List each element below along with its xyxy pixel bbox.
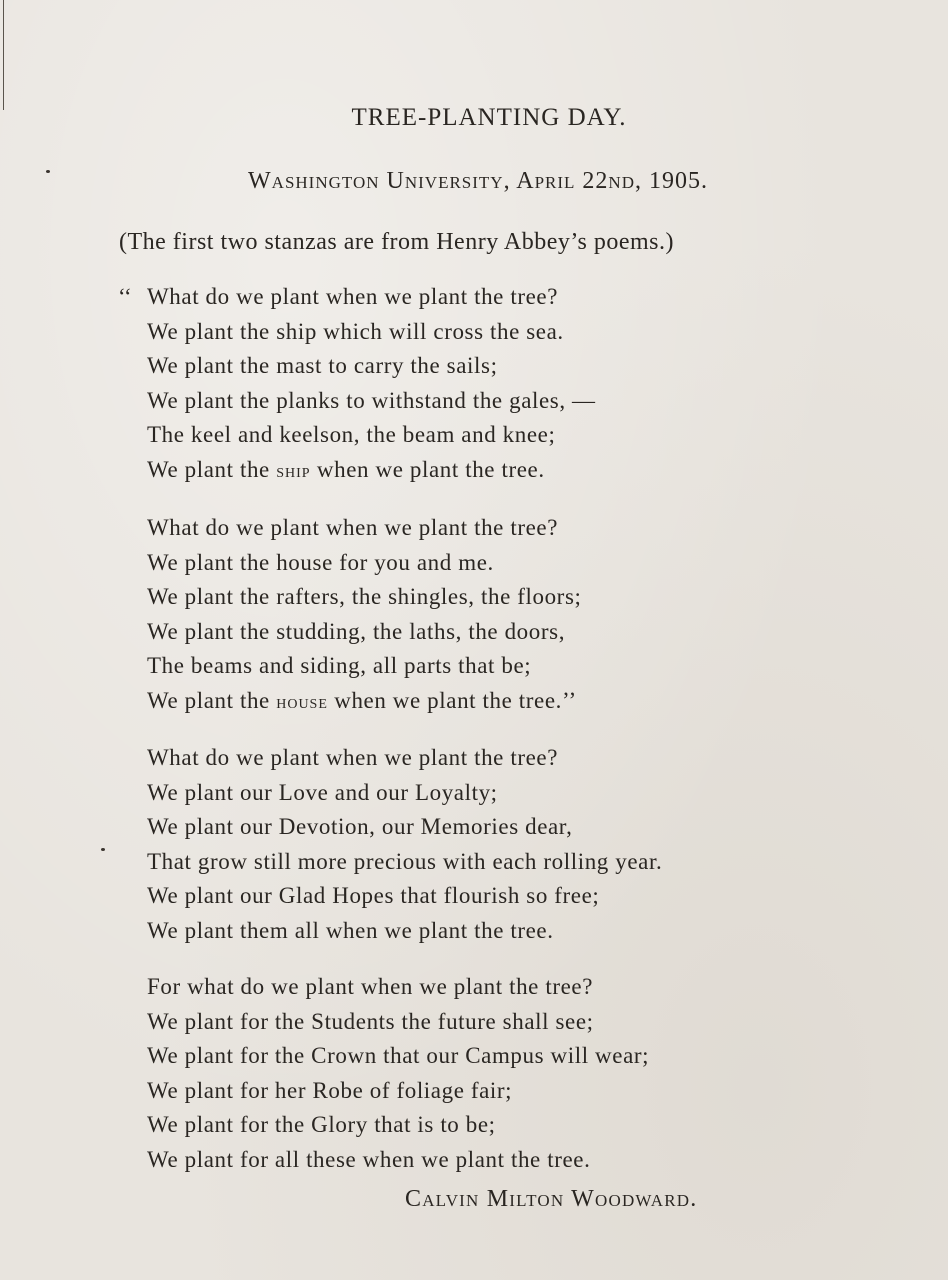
page-edge-line [3, 0, 4, 110]
poem-line [147, 684, 581, 719]
opening-quote-mark: ‘‘ [118, 284, 132, 309]
source-note: (The first two stanzas are from Henry Abbey’s poems.) [119, 229, 675, 255]
poem-line: We plant for her Robe of foliage fair; [147, 1077, 513, 1103]
poem-line: For what do we plant when we plant the tree? [147, 974, 594, 999]
poem-line: What do we plant when we plant the tree? [147, 515, 559, 540]
emphasis-word: ship [276, 459, 311, 482]
poem-line: We plant our Glad Hopes that flourish so free; [147, 883, 600, 908]
poem-line: We plant the rafters, the shingles, the floors; [147, 584, 582, 609]
emphasis-word: house [276, 690, 328, 713]
poem-line: We plant for the Crown that our Campus will wear; [147, 1043, 650, 1068]
poem-line: What do we plant when we plant the tree? [147, 745, 559, 770]
stanza-1 [147, 280, 596, 487]
line-text: when we plant the tree. [310, 456, 545, 482]
poem-line: We plant the ship which will cross the sea. [147, 318, 564, 344]
poem-line: We plant for the Students the future shall see; [147, 1008, 594, 1034]
poem-line: We plant our Devotion, our Memories dear, [147, 814, 573, 839]
ink-speck [101, 848, 105, 851]
poem-line: We plant for all these when we plant the tree. [147, 1146, 591, 1172]
poem-line: We plant them all when we plant the tree. [147, 917, 554, 943]
poem-line: We plant the house for you and me. [147, 549, 494, 575]
poem-line: The beams and siding, all parts that be; [147, 653, 532, 678]
poem-line: We plant the mast to carry the sails; [147, 353, 498, 378]
stanza-2 [147, 511, 581, 718]
poem-line: The keel and keelson, the beam and knee; [147, 422, 556, 447]
poem-subtitle: Washington University, April 22nd, 1905. [248, 168, 708, 194]
poem-line: We plant the studding, the laths, the doors, [147, 618, 566, 644]
poem-line: That grow still more precious with each rolling year. [147, 848, 663, 874]
poem-title: TREE-PLANTING DAY. [351, 104, 627, 131]
author-signature: Calvin Milton Woodward. [405, 1186, 698, 1212]
stanza-4 [147, 970, 649, 1177]
poem-line: We plant for the Glory that is to be; [147, 1112, 496, 1137]
line-text: We plant the [147, 456, 277, 482]
line-text: when we plant the tree.’’ [327, 687, 577, 713]
poem-line: We plant our Love and our Loyalty; [147, 779, 498, 805]
line-text: We plant the [147, 687, 277, 713]
stanza-3 [147, 741, 662, 948]
poem-line: What do we plant when we plant the tree? [147, 284, 559, 309]
poem-line: We plant the planks to withstand the gales, — [147, 387, 596, 413]
poem-line [147, 453, 596, 488]
